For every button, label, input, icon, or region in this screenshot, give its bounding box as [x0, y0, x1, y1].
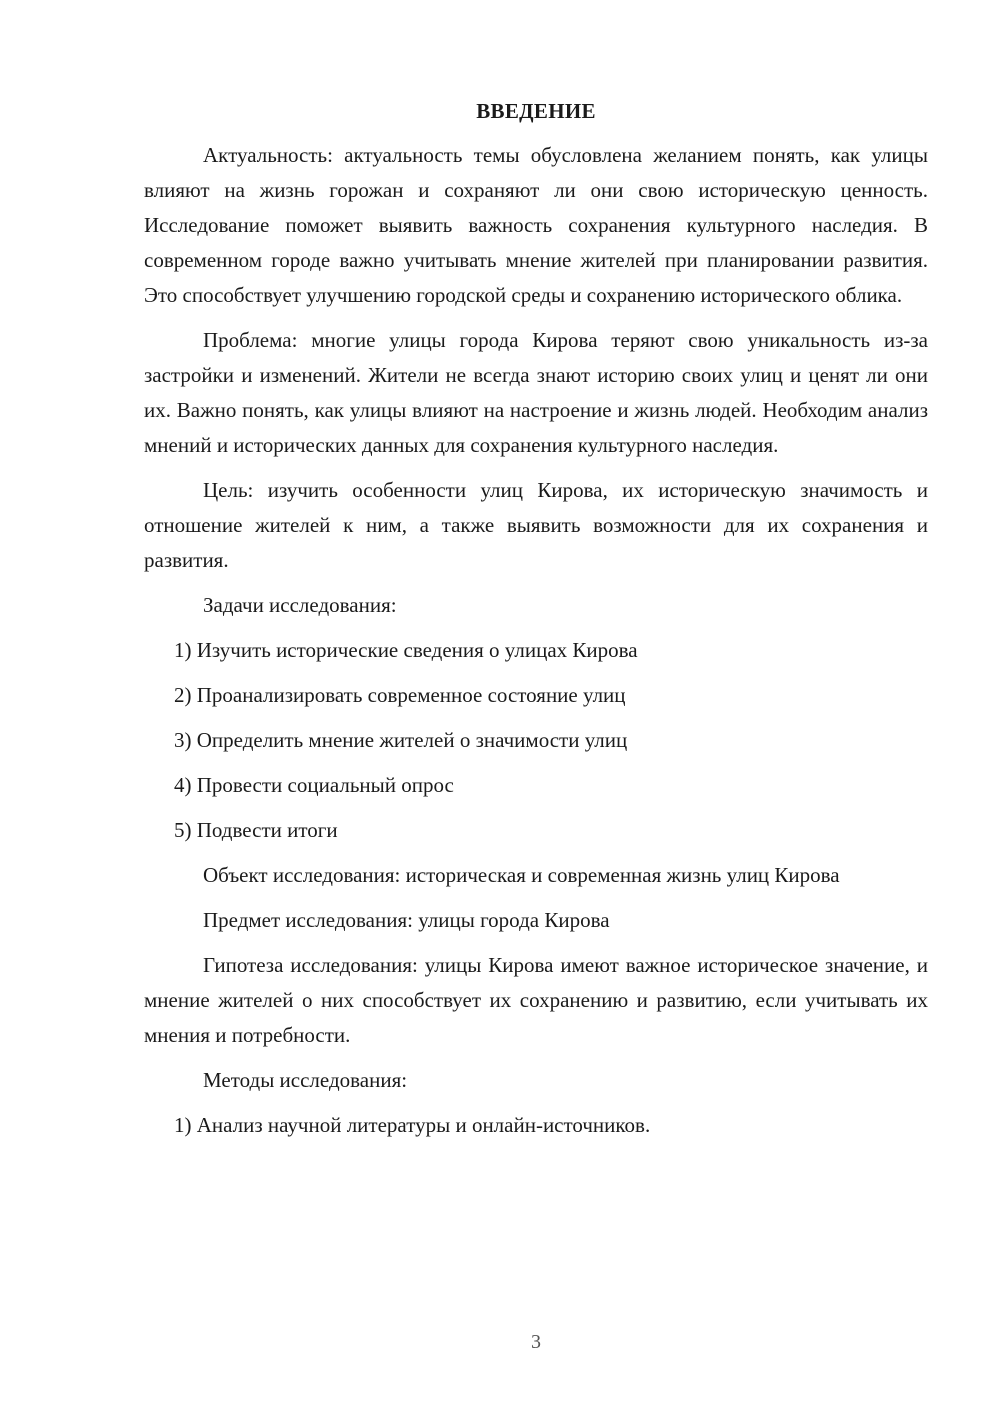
task-item: 5) Подвести итоги	[174, 818, 338, 842]
hypothesis-paragraph: Гипотеза исследования: улицы Кирова имеют важное историческое значение, и мнение жителей о них способствует их сохранению и развитию, если учитывать их мнения и потребности.	[144, 953, 928, 1047]
problem-paragraph: Проблема: многие улицы города Кирова теряют свою уникальность из-за застройки и изменений. Жители не всегда знают историю своих улиц и ценят ли они их. Важно понять, как улицы влияют на настроение и жизнь людей. Необходим анализ мнений и исторических данных для сохранения культурного наследия.	[144, 328, 928, 457]
tasks-list	[144, 633, 928, 848]
subject-paragraph: Предмет исследования: улицы города Кирова	[203, 908, 610, 932]
task-item: 4) Провести социальный опрос	[174, 773, 454, 797]
methods-list	[144, 1108, 928, 1143]
task-item: 2) Проанализировать современное состояние улиц	[174, 683, 626, 707]
goal-paragraph: Цель: изучить особенности улиц Кирова, их историческую значимость и отношение жителей к ним, а также выявить возможности для их сохранения и развития.	[144, 478, 928, 572]
object-paragraph: Объект исследования: историческая и современная жизнь улиц Кирова	[203, 863, 840, 887]
method-item: 1) Анализ научной литературы и онлайн-источников.	[174, 1113, 651, 1137]
document-page	[144, 94, 928, 1153]
page-number: 3	[531, 1331, 541, 1353]
relevance-paragraph: Актуальность: актуальность темы обусловлена желанием понять, как улицы влияют на жизнь горожан и сохраняют ли они свою историческую ценность. Исследование поможет выявить важность сохранения культурного наследия. В современном городе важно учитывать мнение жителей при планировании развития. Это способствует улучшению городской среды и сохранению исторического облика.	[144, 143, 928, 307]
task-item: 1) Изучить исторические сведения о улицах Кирова	[174, 638, 638, 662]
task-item: 3) Определить мнение жителей о значимости улиц	[174, 728, 628, 752]
section-title: ВВЕДЕНИЕ	[476, 99, 596, 123]
methods-label: Методы исследования:	[203, 1068, 408, 1092]
tasks-label: Задачи исследования:	[203, 593, 397, 617]
